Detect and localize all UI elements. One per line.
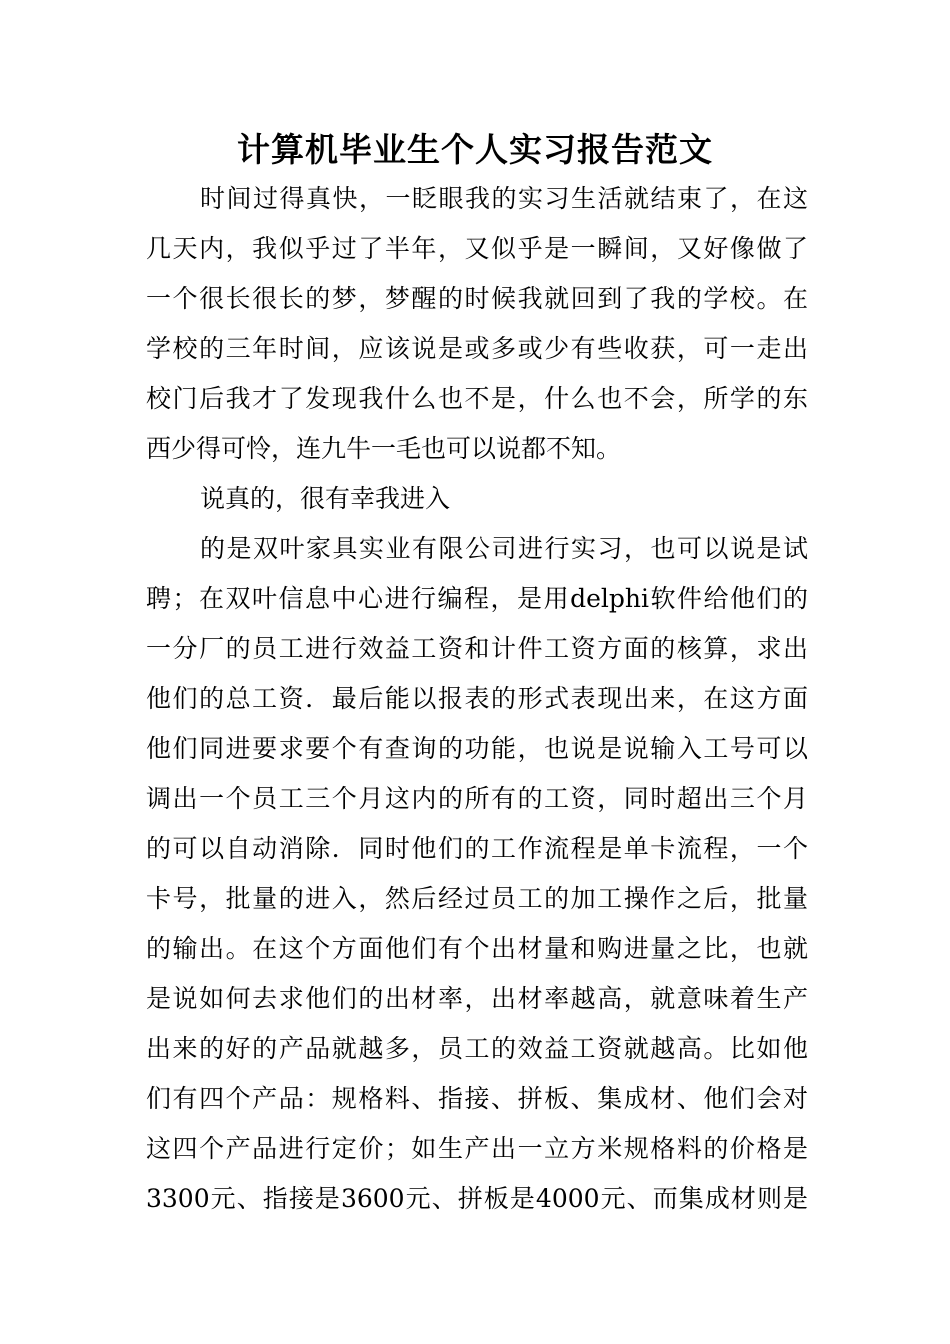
paragraph-1-line-5: 校门后我才了发现我什么也不是，什么也不会，所学的东 xyxy=(146,384,808,413)
paragraph-1-line-6: 西少得可怜，连九牛一毛也可以说都不知。 xyxy=(146,434,622,463)
paragraph-1-line-1: 时间过得真快，一眨眼我的实习生活就结束了，在这 xyxy=(200,184,808,213)
paragraph-3-line-1: 的是双叶家具实业有限公司进行实习，也可以说是试 xyxy=(200,534,808,563)
paragraph-3-line-8: 卡号，批量的进入，然后经过员工的加工操作之后，批量 xyxy=(146,884,808,913)
document-body xyxy=(146,174,808,1224)
paragraph-1-line-4: 学校的三年时间，应该说是或多或少有些收获，可一走出 xyxy=(146,334,808,363)
paragraph-3-line-5: 他们同进要求要个有查询的功能，也说是说输入工号可以 xyxy=(146,734,808,763)
paragraph-3-line-2: 聘；在双叶信息中心进行编程，是用delphi软件给他们的 xyxy=(146,584,808,613)
paragraph-3-line-11: 出来的好的产品就越多，员工的效益工资就越高。比如他 xyxy=(146,1034,808,1063)
paragraph-3-line-3: 一分厂的员工进行效益工资和计件工资方面的核算，求出 xyxy=(146,634,808,663)
page-title: 计算机毕业生个人实习报告范文 xyxy=(237,130,713,169)
paragraph-3-line-14: 3300元、指接是3600元、拼板是4000元、而集成材则是 xyxy=(146,1184,808,1213)
paragraph-3-line-6: 调出一个员工三个月这内的所有的工资，同时超出三个月 xyxy=(146,784,808,813)
paragraph-1-line-2: 几天内，我似乎过了半年，又似乎是一瞬间，又好像做了 xyxy=(146,234,808,263)
paragraph-3-line-4: 他们的总工资．最后能以报表的形式表现出来，在这方面 xyxy=(146,684,808,713)
paragraph-3-line-13: 这四个产品进行定价；如生产出一立方米规格料的价格是 xyxy=(146,1134,808,1163)
paragraph-3-line-12: 们有四个产品：规格料、指接、拼板、集成材、他们会对 xyxy=(146,1084,808,1113)
paragraph-3-line-9: 的输出。在这个方面他们有个出材量和购进量之比，也就 xyxy=(146,934,808,963)
paragraph-1-line-3: 一个很长很长的梦，梦醒的时候我就回到了我的学校。在 xyxy=(146,284,808,313)
paragraph-3-line-7: 的可以自动消除．同时他们的工作流程是单卡流程，一个 xyxy=(146,834,808,863)
paragraph-3-line-10: 是说如何去求他们的出材率，出材率越高，就意味着生产 xyxy=(146,984,808,1013)
paragraph-2-line-1: 说真的，很有幸我进入 xyxy=(200,484,451,513)
